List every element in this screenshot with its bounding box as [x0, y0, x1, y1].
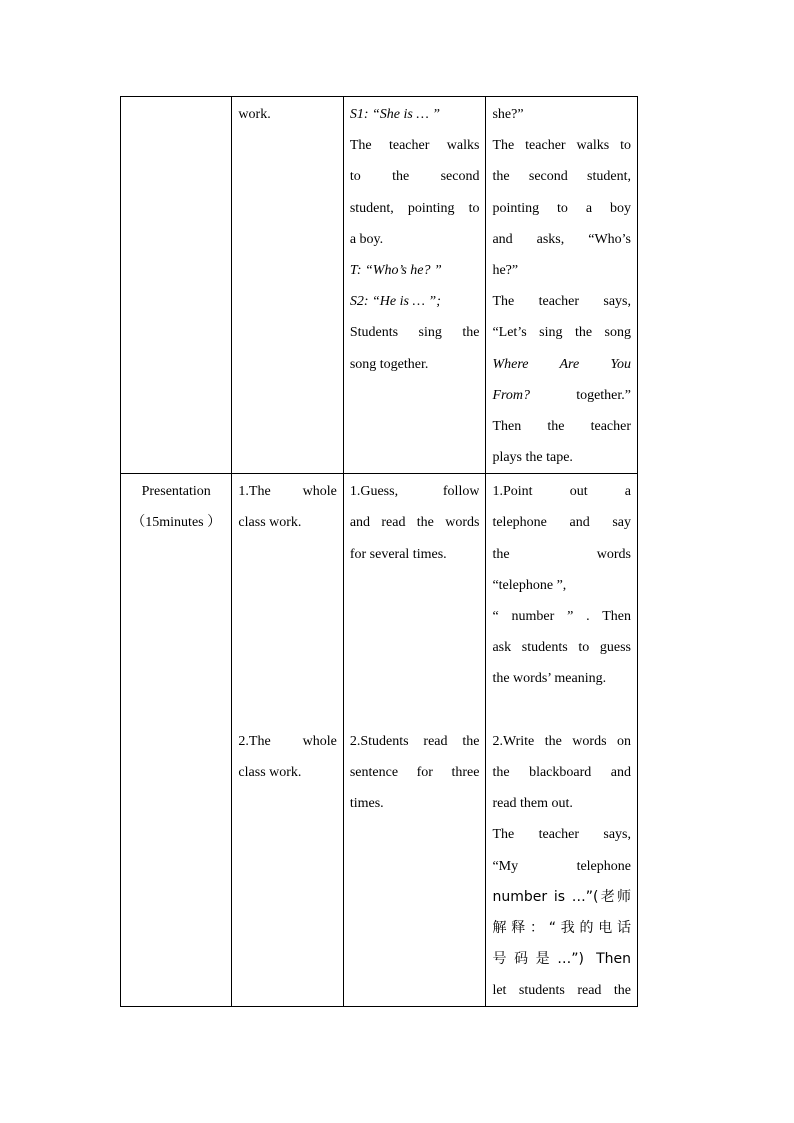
text-line: a boy. [349, 231, 384, 247]
spacer [238, 601, 336, 632]
text-line: T: “Who’s he? ” [349, 262, 442, 278]
text-line: he?” [492, 262, 519, 278]
text-line: song together. [349, 356, 429, 372]
table-row [121, 97, 638, 474]
lesson-plan-table [120, 96, 638, 1007]
spacer [238, 539, 336, 570]
text-line: Where Are You [492, 356, 631, 372]
text-line: S2: “He is … ”; [349, 294, 441, 310]
text-line: student, pointing to [349, 200, 480, 216]
table-row [121, 474, 638, 1007]
text-line: plays the tape. [492, 450, 573, 466]
mode-cell [232, 97, 343, 474]
spacer [238, 663, 336, 694]
step-label: （15minutes ） [131, 515, 222, 531]
text-line: 2.Students read the [349, 733, 480, 749]
text-line: 2.Write the words on [492, 733, 631, 749]
text-line: 号码是…”) Then [492, 951, 631, 968]
spacer [350, 601, 480, 632]
text-line: the words’ meaning. [492, 671, 607, 687]
text-line: class work. [238, 515, 302, 531]
text-line: Students sing the [349, 325, 480, 341]
text-line: Then the teacher [492, 418, 631, 434]
text-line: “Let’s sing the song [492, 325, 631, 341]
text-line: sentence for three [349, 764, 480, 780]
spacer [350, 663, 480, 694]
text-line: The teacher walks to [492, 138, 631, 154]
text-line: 解释：“我的电话 [492, 919, 631, 936]
text-line: 2.The whole [238, 733, 337, 749]
spacer [350, 570, 480, 601]
text-line: she?” [492, 107, 524, 122]
student-activity-cell [343, 474, 486, 1007]
text-line: 1.The whole [238, 484, 337, 500]
step-cell [121, 474, 232, 1007]
teacher-activity-cell [486, 474, 638, 1007]
text-line: the blackboard and [492, 764, 631, 780]
text-line: pointing to a boy [492, 200, 631, 216]
text-line: telephone and say [492, 515, 631, 531]
text-line: for several times. [349, 546, 447, 562]
mode-cell [232, 474, 343, 1007]
spacer [492, 695, 631, 726]
text-line: to the second [349, 169, 480, 185]
spacer [238, 570, 336, 601]
text-line: The teacher says, [492, 827, 631, 843]
spacer [350, 632, 480, 663]
text-line: From? together.” [492, 387, 631, 403]
text-line: The teacher walks [349, 138, 480, 154]
text-line: times. [349, 796, 384, 812]
text-line: “telephone ”, [492, 577, 567, 593]
text-line: “ number ” . Then [492, 609, 631, 624]
spacer [238, 695, 336, 726]
text-line: S1: “She is … ” [349, 107, 441, 122]
text-line: 1.Guess, follow [349, 484, 480, 500]
text-line: The teacher says, [492, 294, 631, 310]
text-line: ask students to guess [492, 640, 631, 656]
text-line: let students read the [492, 983, 631, 999]
text-line: and read the words [349, 515, 480, 531]
text-line: number is …”(老师 [492, 888, 631, 905]
text-line: the second student, [492, 169, 631, 185]
spacer [238, 632, 336, 663]
step-label: Presentation [141, 484, 211, 500]
student-activity-cell [343, 97, 486, 474]
text-line: and asks, “Who’s [492, 231, 631, 247]
spacer [350, 695, 480, 726]
step-cell [121, 97, 232, 474]
text-line: work. [238, 107, 271, 122]
text-line: “My telephone [492, 858, 631, 874]
text-line: class work. [238, 764, 302, 780]
text-line: the words [492, 546, 631, 562]
text-line: 1.Point out a [492, 484, 631, 500]
text-line: read them out. [492, 796, 573, 812]
teacher-activity-cell [486, 97, 638, 474]
